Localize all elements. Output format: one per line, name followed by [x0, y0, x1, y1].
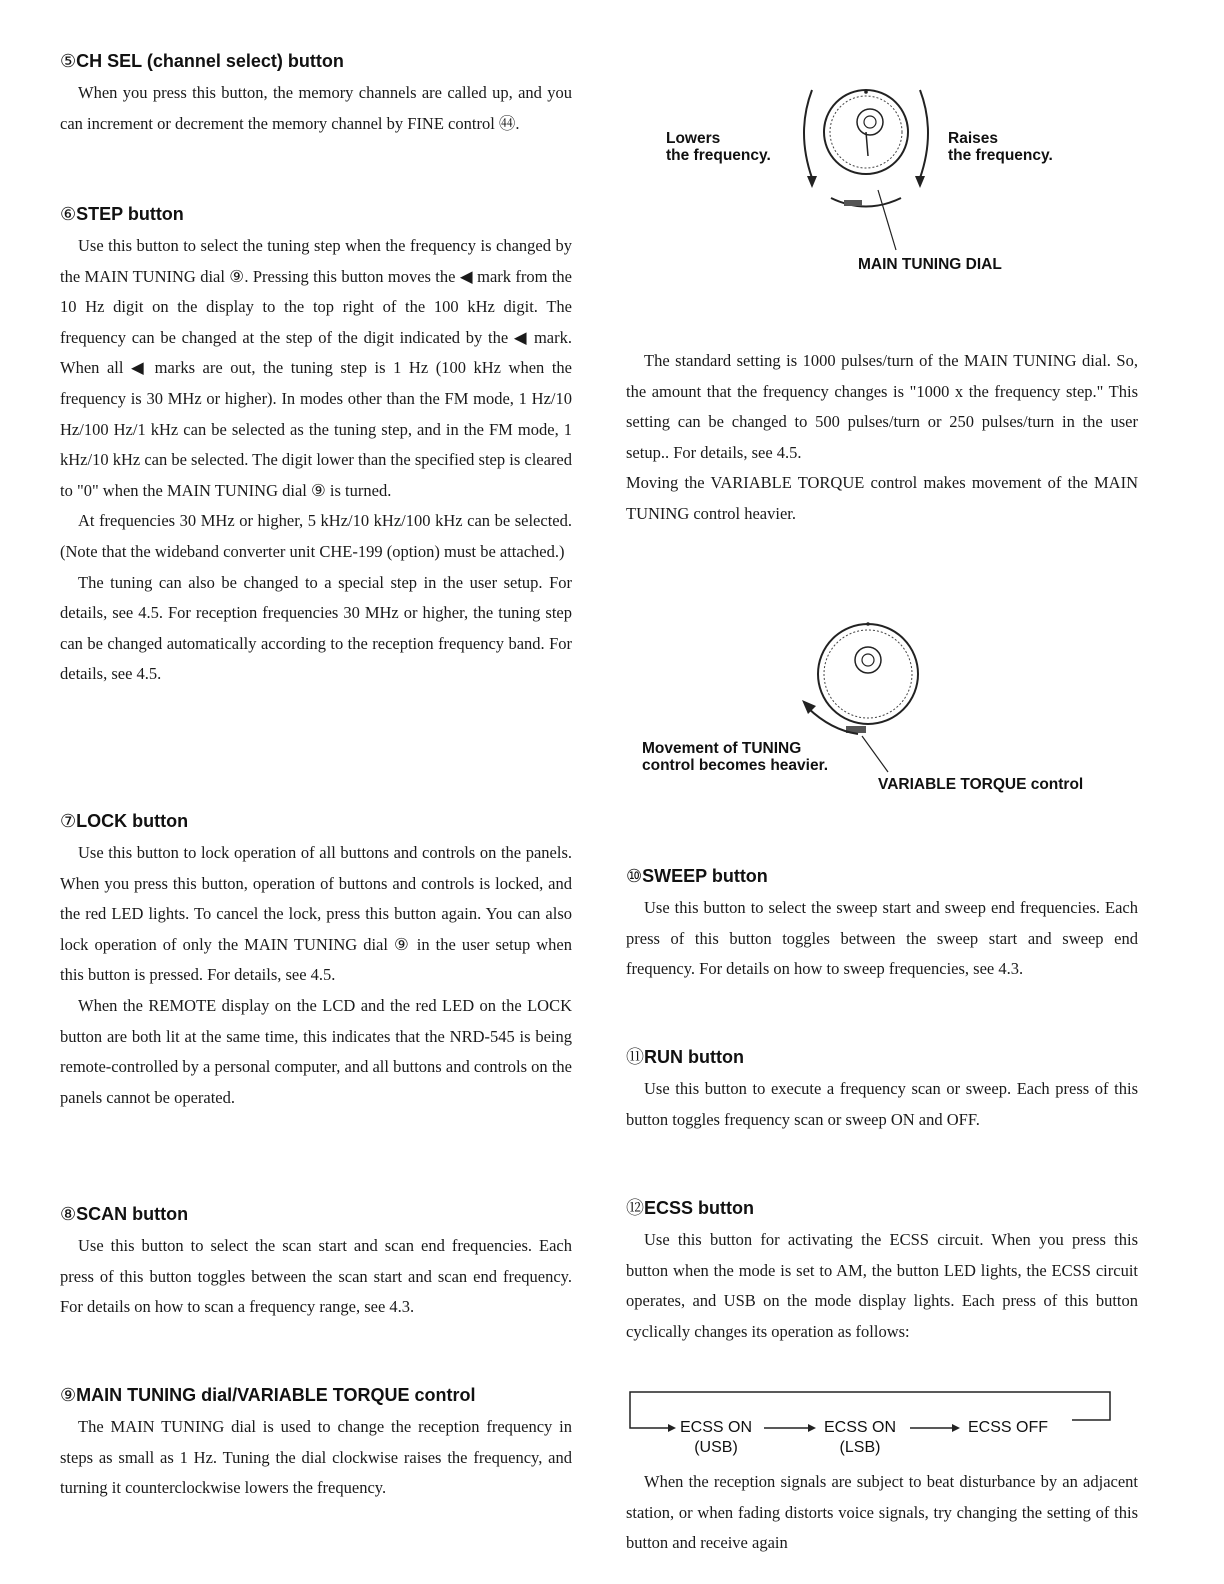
flow-line: ECSS ON	[680, 1419, 753, 1436]
section-number: ⑧	[60, 1204, 77, 1224]
section-number: ⑦	[60, 811, 77, 831]
paragraph: When you press this button, the memory channels are called up, and you can increment or decrement the memory channel by FINE control ㊹.	[60, 83, 572, 133]
ecss-on-lsb	[824, 1418, 896, 1458]
ecss-on-usb	[680, 1418, 752, 1458]
section-scan	[60, 1203, 572, 1323]
section-standard-setting	[626, 346, 1138, 530]
paragraph: Use this button to select the tuning step when the frequency is changed by the MAIN TUNING dial ⑨. Pressing this button moves the ◀ mark from the 10 Hz digit on the display to the top right of the 100 kHz digit. The frequency can be changed at the step of the digit indicated by the ◀ mark. When all ◀ marks are out, the tuning step is 1 Hz (100 kHz when the frequency is 30 MHz or higher). In modes other than the FM mode, 1 Hz/10 Hz/100 Hz/1 kHz can be selected as the tuning step, and in the FM mode, 1 kHz/10 kHz can be selected. The digit lower than the specified step is cleared to "0" when the MAIN TUNING dial ⑨ is turned.	[60, 236, 572, 500]
variable-torque-label: VARIABLE TORQUE control	[878, 776, 1084, 793]
tuning-dial-icon	[626, 60, 1138, 280]
label-line: control becomes heavier.	[642, 757, 829, 774]
section-title: ECSS button	[644, 1198, 754, 1218]
paragraph: At frequencies 30 MHz or higher, 5 kHz/10 kHz/100 kHz can be selected. (Note that the wideband converter unit CHE-199 (option) must be attached.)	[60, 511, 572, 561]
section-number: ⑨	[60, 1385, 77, 1405]
section-title: CH SEL (channel select) button	[76, 51, 344, 71]
section-main-tuning	[60, 1384, 572, 1504]
raises-frequency-label	[948, 130, 1053, 164]
section-heading	[60, 1384, 572, 1406]
section-heading	[60, 1203, 572, 1225]
main-tuning-dial-figure	[626, 60, 1138, 280]
section-ecss	[626, 1197, 1138, 1347]
paragraph: Use this button to lock operation of all buttons and controls on the panels. When you press this button, operation of buttons and controls is locked, and the red LED lights. To cancel the lock, press this button again. You can also lock operation of only the MAIN TUNING dial ⑨ in the user setup when this button is pressed. For details, see 4.5.	[60, 843, 572, 985]
section-run	[626, 1046, 1138, 1135]
paragraph: Use this button to execute a frequency scan or sweep. Each press of this button toggles frequency scan or sweep ON and OFF.	[626, 1079, 1138, 1129]
ecss-off: ECSS OFF	[968, 1419, 1049, 1436]
label-line: the frequency.	[666, 147, 771, 164]
section-lock	[60, 810, 572, 1113]
section-heading	[626, 1197, 1138, 1219]
section-heading	[626, 865, 1138, 887]
paragraph: When the reception signals are subject to beat disturbance by an adjacent station, or when fading distorts voice signals, try changing the setting of this button and receive again	[626, 1472, 1138, 1553]
paragraph: The MAIN TUNING dial is used to change the reception frequency in steps as small as 1 Hz. Tuning the dial clockwise raises the frequency, and turning it counterclockwise lowers the frequency.	[60, 1417, 572, 1498]
section-ch-sel	[60, 50, 572, 139]
label-line: Raises	[948, 130, 998, 147]
flow-line: ECSS ON	[824, 1419, 897, 1436]
paragraph: Moving the VARIABLE TORQUE control makes movement of the MAIN TUNING control heavier.	[626, 473, 1138, 523]
section-heading	[60, 810, 572, 832]
section-number: ⑫	[626, 1198, 644, 1218]
paragraph: Use this button for activating the ECSS circuit. When you press this button when the mode is set to AM, the button LED lights, the ECSS circuit operates, and USB on the mode display lights. Each press of this button cyclically changes its operation as follows:	[626, 1230, 1138, 1341]
paragraph: The tuning can also be changed to a special step in the user setup. For details, see 4.5. For reception frequencies 30 MHz or higher, the tuning step can be changed automatically according to the reception frequency band. For details, see 4.5.	[60, 572, 572, 684]
section-title: RUN button	[644, 1047, 744, 1067]
main-tuning-dial-caption: MAIN TUNING DIAL	[858, 256, 1002, 273]
flow-line: (LSB)	[839, 1439, 881, 1456]
section-number: ⑪	[626, 1047, 644, 1067]
section-title: LOCK button	[76, 811, 189, 831]
movement-heavier-label	[642, 740, 828, 774]
label-line: the frequency.	[948, 147, 1053, 164]
label-line: Lowers	[666, 130, 721, 147]
section-ecss-continued	[626, 1467, 1138, 1559]
section-title: SCAN button	[76, 1204, 189, 1224]
section-heading	[626, 1046, 1138, 1068]
section-number: ⑥	[60, 204, 77, 224]
paragraph: When the REMOTE display on the LCD and the red LED on the LOCK button are both lit at the same time, this indicates that the NRD-545 is being remote-controlled by a personal computer, and all buttons and controls on the panels cannot be operated.	[60, 995, 572, 1107]
section-sweep	[626, 865, 1138, 985]
paragraph: Use this button to select the sweep start and sweep end frequencies. Each press of this button toggles between the sweep start and sweep end frequency. For details on how to sweep frequencies, see 4.3.	[626, 898, 1138, 979]
variable-torque-figure	[626, 612, 1138, 802]
section-title: MAIN TUNING dial/VARIABLE TORQUE control	[76, 1385, 476, 1405]
section-heading	[60, 50, 572, 72]
section-step	[60, 203, 572, 690]
section-number: ⑩	[626, 866, 643, 886]
lowers-frequency-label	[666, 130, 771, 164]
section-number: ⑤	[60, 51, 77, 71]
section-title: STEP button	[76, 204, 184, 224]
label-line: Movement of TUNING	[642, 740, 802, 757]
section-title: SWEEP button	[642, 866, 768, 886]
right-column	[626, 0, 1138, 1584]
paragraph: Use this button to select the scan start and scan end frequencies. Each press of this button toggles between the scan start and scan end frequency. For details on how to scan a frequency range, see 4.3.	[60, 1236, 572, 1317]
flow-line: (USB)	[694, 1439, 738, 1456]
section-heading	[60, 203, 572, 225]
ecss-cycle-diagram	[626, 1386, 1138, 1466]
paragraph: The standard setting is 1000 pulses/turn of the MAIN TUNING dial. So, the amount that the frequency changes is "1000 x the frequency step." This setting can be changed to 500 pulses/turn or 250 pulses/turn in the user setup.. For details, see 4.5.	[626, 351, 1138, 462]
